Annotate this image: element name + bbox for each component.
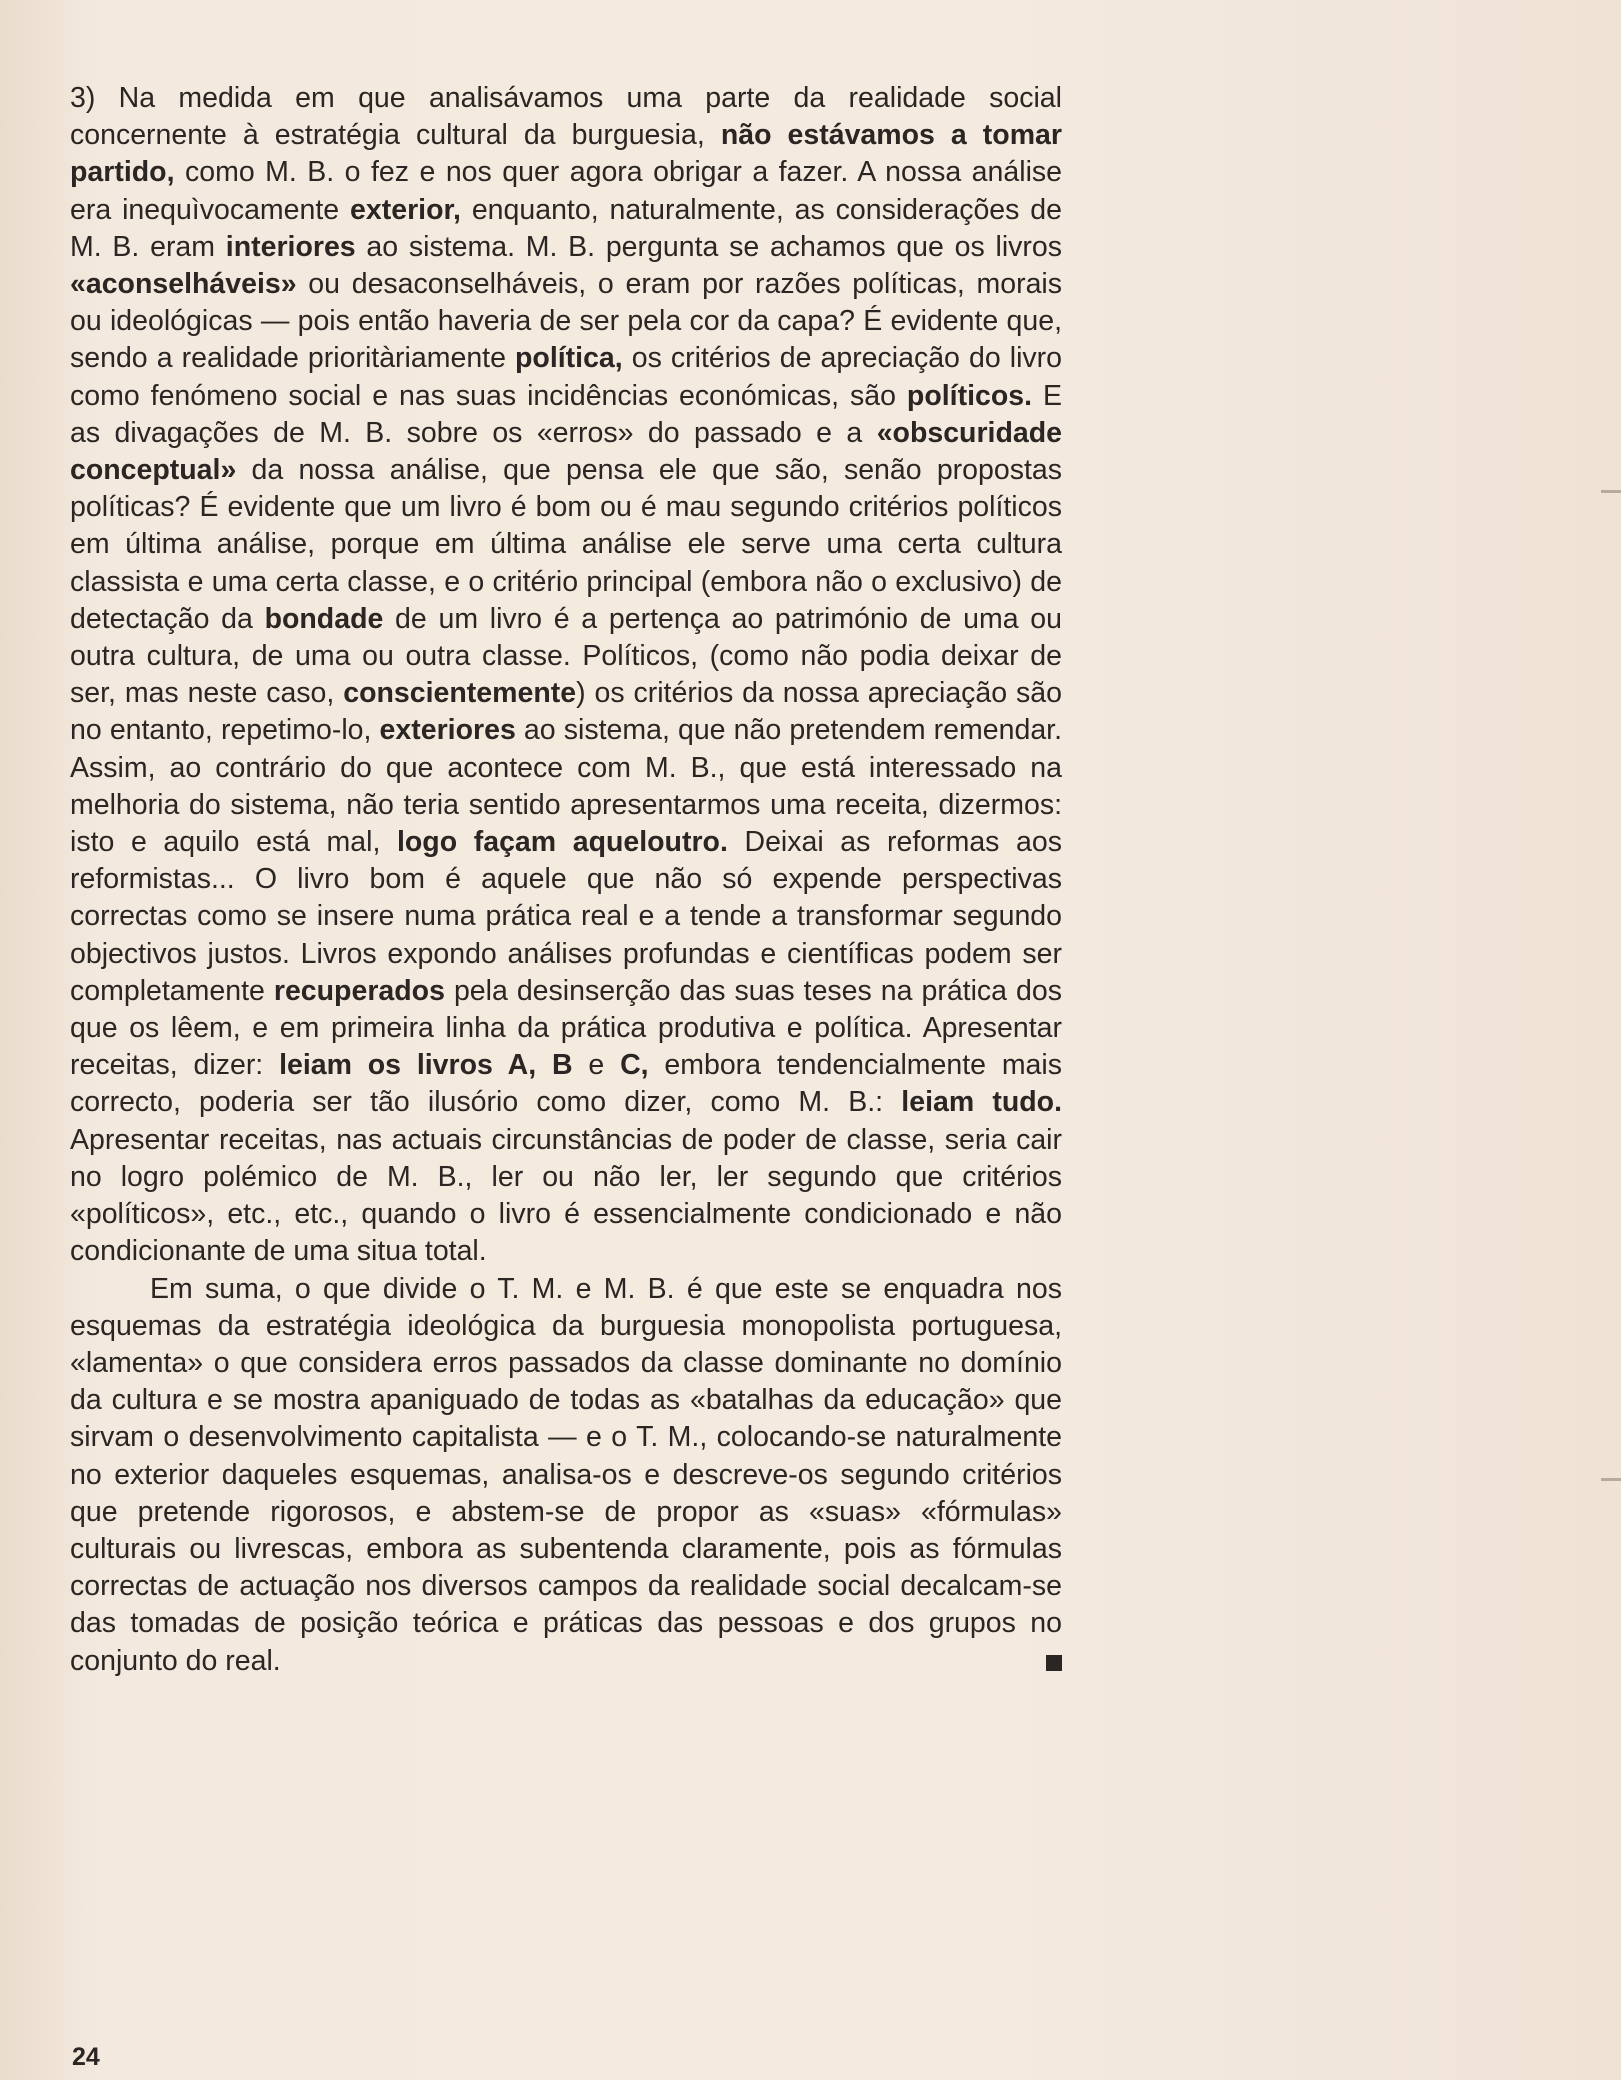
emphasis-text: políticos. — [906, 379, 1033, 412]
emphasis-text: leiam os livros A, B — [279, 1049, 573, 1082]
emphasis-text: «aconselháveis» — [70, 268, 297, 301]
body-text: Em suma, o que divide o T. M. e M. B. é que este se enquadra nos esquemas da estratégia ideológica da burguesia monopolista portuguesa, «lamenta» o que considera erros passados da classe dominante no domínio da cultura e se mostra apaniguado de todas as «batalhas da educação» que sirvam o desenvolvimento capitalista — e o T. M., colocando-se naturalmente no exterior daqueles esquemas, analisa-os e descreve-os segundo critérios que pretende rigorosos, e abstem-se de propor as «suas» «fórmulas» culturais ou livrescas, embora as subentenda claramente, pois as fórmulas correctas de actuação nos diversos campos da realidade social decalcam-se das tomadas de posição teórica e práticas das pessoas e dos grupos no conjunto do real. — [70, 1272, 1062, 1677]
body-text: ao sistema. M. B. pergunta se achamos que os livros — [355, 230, 1062, 263]
emphasis-text: logo façam aqueloutro. — [396, 826, 728, 859]
body-text: como M. B. o fez e nos quer agora obrigar a fazer. A nossa análise era inequìvocamente — [70, 156, 1062, 226]
body-text: enquanto, naturalmente, as considerações de M. B. eram — [70, 193, 1062, 263]
emphasis-text: C, — [620, 1049, 649, 1082]
edge-mark — [1601, 1478, 1621, 1481]
body-text: ou desaconselháveis, o eram por razões políticas, morais ou ideológicas — pois então haveria de ser pela cor da capa? É evidente que, sendo a realidade prioritàriamente — [70, 268, 1062, 375]
body-text: os critérios de apreciação do livro como fenómeno social e nas suas incidências económicas, são — [70, 342, 1062, 412]
article-body — [70, 80, 1062, 1680]
body-text: 3) Na medida em que analisávamos uma parte da realidade social concernente à estratégia cultural da burguesia, — [70, 82, 1062, 152]
emphasis-text: não estávamos a tomar partido, — [70, 119, 1062, 189]
body-text: Deixai as reformas aos reformistas... O livro bom é aquele que não só expende perspectivas correctas como se insere numa prática real e a tende a transformar segundo objectivos justos. Livros expondo análises profundas e científicas podem ser completamente — [70, 826, 1062, 1007]
body-text: E as divagações de M. B. sobre os «erros» do passado e a — [70, 379, 1062, 449]
end-of-article-mark — [1046, 1655, 1062, 1671]
body-text: da nossa análise, que pensa ele que são, senão propostas políticas? É evidente que um livro é bom ou é mau segundo critérios políticos em última análise, porque em última análise ele serve uma certa cultura classista e uma certa classe, e o critério principal (embora não o exclusivo) de detectação da — [70, 454, 1062, 635]
emphasis-text: interiores — [225, 230, 356, 263]
body-text: ao sistema, que não pretendem remendar. Assim, ao contrário do que acontece com M. B., que está interessado na melhoria do sistema, não teria sentido apresentarmos uma receita, dizermos: isto e aquilo está mal, — [70, 714, 1063, 859]
paragraph-2 — [70, 1271, 1062, 1680]
page-number: 24 — [72, 2043, 100, 2071]
body-text: embora tendencialmente mais correcto, poderia ser tão ilusório como dizer, como M. B.: — [70, 1049, 1062, 1119]
emphasis-text: política, — [515, 342, 623, 375]
body-text: Apresentar receitas, nas actuais circunstâncias de poder de classe, seria cair no logro polémico de M. B., ler ou não ler, ler segundo que critérios «políticos», etc., etc., quando o livro é essencialmente condicionado e não condicionante de uma situa total. — [70, 1123, 1062, 1268]
emphasis-text: bondade — [264, 602, 384, 635]
emphasis-text: exteriores — [379, 714, 516, 747]
emphasis-text: recuperados — [273, 974, 445, 1007]
body-text: ) os critérios da nossa apreciação são no entanto, repetimo-lo, — [70, 677, 1062, 747]
body-text: pela desinserção das suas teses na prática dos que os lêem, e em primeira linha da prática produtiva e política. Apresentar receitas, dizer: — [70, 974, 1062, 1082]
emphasis-text: «obscuridade conceptual» — [70, 416, 1062, 487]
emphasis-text: conscientemente — [343, 677, 577, 710]
edge-mark — [1601, 490, 1621, 493]
emphasis-text: leiam tudo. — [901, 1086, 1062, 1119]
body-text: de um livro é a pertença ao património de uma ou outra cultura, de uma ou outra classe. Políticos, (como não podia deixar de ser, mas neste caso, — [70, 602, 1062, 710]
paragraph-1 — [70, 80, 1062, 1271]
body-text: e — [572, 1049, 621, 1082]
emphasis-text: exterior, — [350, 193, 461, 226]
